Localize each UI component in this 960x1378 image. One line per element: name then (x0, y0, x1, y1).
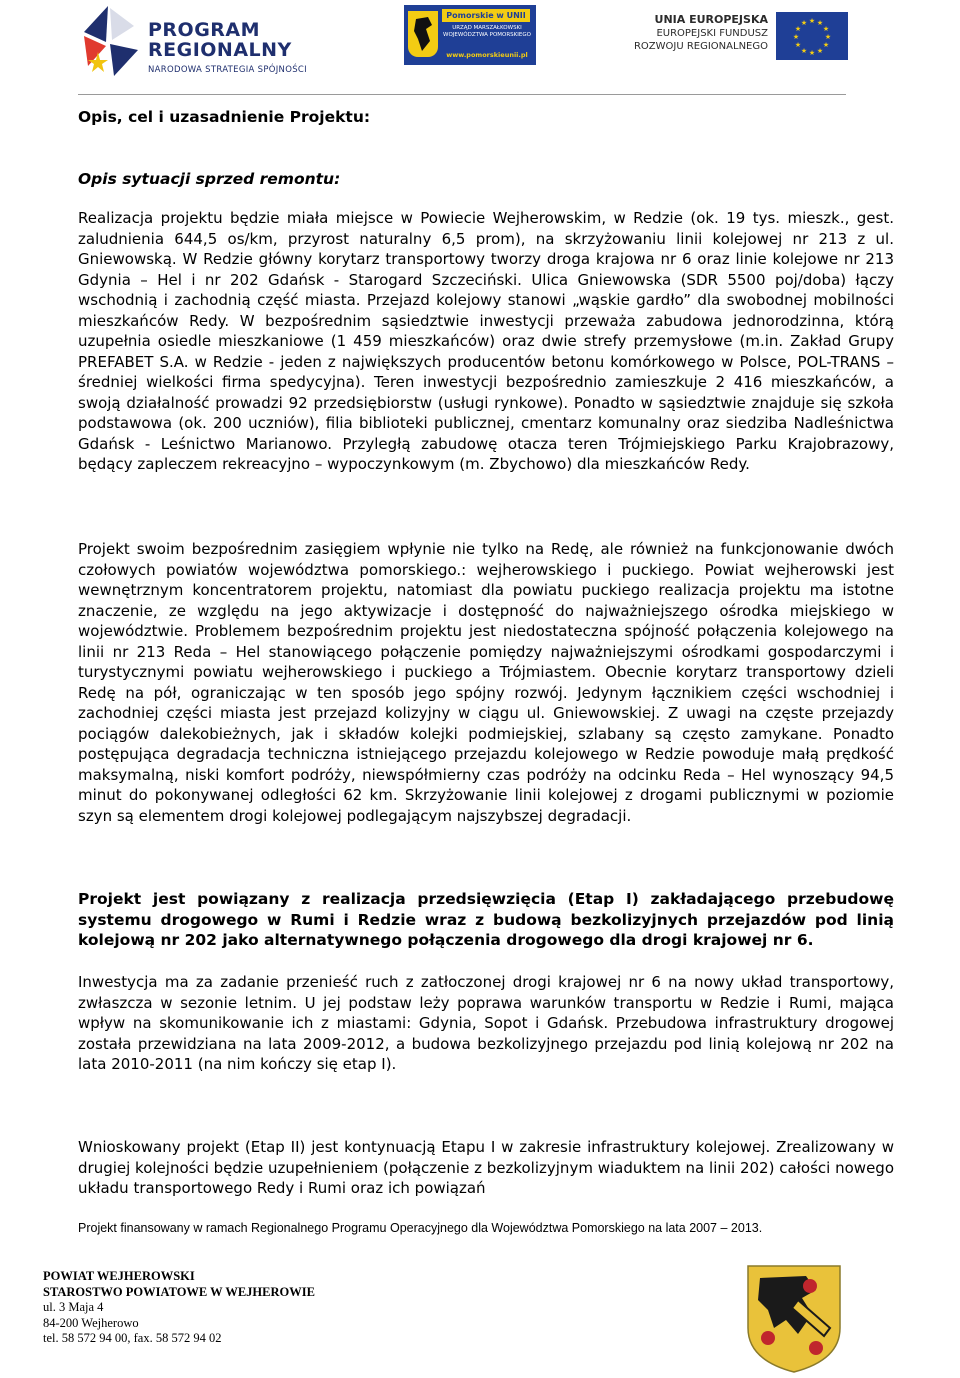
eu-fund-logo (628, 12, 850, 72)
svg-text:★: ★ (800, 19, 808, 27)
program-regionalny-emblem-icon (78, 2, 142, 78)
pomorskie-url: www.pomorskieunii.pl (446, 51, 528, 59)
paragraph-related-project: Projekt jest powiązany z realizacja przedsięwzięcia (Etap I) zakładającego przebudowę systemu drogowego w Rumi i Redzie wraz z budową bezkolizyjnych przejazdów pod linią kolejową nr 202 jako alternatywnego połączenia drogowego dla drogi krajowej nr 6. (78, 890, 894, 949)
paragraph-location: Realizacja projektu będzie miała miejsce w Powiecie Wejherowskim, w Redzie (ok. 19 tys. mieszk., gest. zaludnienia 644,5 os/km, przyrost naturalny 6,5 prom), na skrzyżowaniu linii kolejowej nr 213 z ul. Gniewowską. W Redzie główny korytarz transportowy tworzy droga krajowa nr 6 oraz linie kolejowe nr 213 Gdynia – Hel i nr 202 Gdańsk - Starogard Szczeciński. Ulica Gniewowska (SDR 5500 poj/doba) łączy wschodnią i zachodnią część miasta. Przejazd kolejowy stanowi „wąskie gardło” dla swobodnej mobilności mieszkańców Redy. W bezpośrednim sąsiedztwie inwestycji przeważa zabudowa jednorodzinna, którą uzupełnia osiedle mieszkaniowe (1 459 mieszkańców) oraz dwie strefy przemysłowe (m.in. Zakład Grupy PREFABET S.A. w Redzie - jeden z największych producentów betonu komórkowego w Polsce, POL-TRANS – średniej wielkości firma spedycyjna). Teren inwestycji bezpośrednio zamieszkuje 2 416 mieszkańców, a swoją działalność prowadzi 92 przedsiębiorstw (usługi rynkowe). Ponadto w sąsiedztwie znajduje się szkoła podstawowa (ok. 200 uczniów), filia biblioteki publicznej, cmentarz komunalny oraz siedziba Nadleśnictwa Gdańsk - Leśnictwo Marianowo. Przyległą zabudowę otacza teren Trójmiejskiego Parku Krajobrazowy, będący zapleczem rekreacyjno – wypoczynkowym (m. Zbychowo) dla mieszkańców Redy. (78, 209, 894, 473)
svg-text:★: ★ (816, 47, 824, 55)
svg-text:★: ★ (794, 25, 802, 33)
office-address (43, 1269, 315, 1347)
program-logo-line1: PROGRAM (148, 19, 261, 41)
address-street: ul. 3 Maja 4 (43, 1300, 104, 1315)
paragraph-investment: Inwestycja ma za zadanie przenieść ruch z zatłoczonej drogi krajowej nr 6 na nowy układ transportowy, zwłaszcza w sezonie letnim. U jej podstaw leży poprawa warunków transportu w Redzie i Rumi, mająca wpływ na skomunikowanie ich z miastami: Gdynia, Sopot i Gdańsk. Przebudowa infrastruktury drogowej została przewidziana na lata 2009-2012, a budowa bezkolizyjnego przejazdu pod linią kolejową nr 202 na lata 2010-2011 (na nim kończy się etap I). (78, 973, 894, 1073)
paragraph-impact: Projekt swoim bezpośrednim zasięgiem wpłynie nie tylko na Redę, ale również na funkcjonowanie dwóch czołowych powiatów województwa pomorskiego.: wejherowskiego i puckiego. Powiat wejherowski jest wewnętrznym koncentratorem projektu, natomiast dla powiatu puckiego realizacja projektu ma istotne znaczenie, ze względu na jego aktywizacje i dostępność do najważniejszego ośrodka miejskiego w województwie. Problemem bezpośrednim projektu jest niedostateczna spójność połączenia kolejowego na linii nr 213 Reda – Hel stanowiącego połączenie pomiędzy najważniejszymi ośrodkami gospodarczymi i turystycznymi powiatu wejherowskiego i puckiego a Trójmiastem. Obecnie korytarz transportowy dzieli Redę na pół, ograniczając w ten sposób jego spójny rozwój. Jedynym łącznikiem części wschodniej i zachodniej części miasta jest przejazd kolizyjny w ciągu ul. Gniewowskiej. Z uwagi na częste przejazdy pociągów dalekobieżnych, jak i składów kolejki podmiejskiej, szlabany są często zamykane. Ponadto postępująca degradacja techniczna istniejącego przejazdu kolejowego w Redzie powoduje małą prędkość maksymalną, niski komfort podróży, niewspółmierny czas podróży na odcinku Reda – Hel wynoszący 94,5 minut do pokonywanej odległości 62 km. Skrzyżowanie linii kolejowej z drogami publicznymi w poziomie szyn są elementem drogi kolejowej podlegającym najszybszej degradacji. (78, 540, 894, 825)
wejherowo-county-crest-icon (746, 1264, 842, 1374)
svg-text:★: ★ (824, 33, 832, 41)
eu-logo-line1: UNIA EUROPEJSKA (654, 13, 768, 26)
svg-text:★: ★ (816, 19, 824, 27)
pomorskie-office-name: URZĄD MARSZAŁKOWSKI WOJEWÓDZTWA POMORSKIEGO (443, 25, 531, 38)
address-city: 84-200 Wejherowo (43, 1315, 139, 1330)
address-county: POWIAT WEJHEROWSKI (43, 1269, 195, 1283)
main-heading: Opis, cel i uzasadnienie Projektu: (78, 108, 371, 126)
page-header (78, 0, 848, 92)
pomorskie-w-unii-logo (404, 5, 536, 65)
paragraph-stage-two: Wnioskowany projekt (Etap II) jest kontynuacją Etapu I w zakresie infrastruktury kolejowej. Zrealizowany w drugiej kolejności będzie uzupełnieniem (połączenie z bezkolizyjnym wiaduktem na linii 202) całości nowego układu transportowego Redy i Rumi oraz ich powiązań (78, 1138, 894, 1197)
pomorskie-griffin-shield-icon (408, 11, 438, 57)
address-phone: tel. 58 572 94 00, fax. 58 572 94 02 (43, 1331, 222, 1346)
svg-text:★: ★ (822, 41, 830, 49)
svg-text:★: ★ (792, 33, 800, 41)
eu-logo-line3: ROZWOJU REGIONALNEGO (633, 41, 768, 52)
svg-text:★: ★ (800, 47, 808, 55)
pomorskie-badge: Pomorskie w UNII (442, 9, 530, 22)
svg-text:★: ★ (808, 49, 816, 57)
address-office: STAROSTWO POWIATOWE W WEJHEROWIE (43, 1284, 315, 1299)
sub-heading: Opis sytuacji sprzed remontu: (78, 170, 341, 188)
svg-text:★: ★ (822, 25, 830, 33)
header-divider (78, 94, 846, 95)
svg-text:★: ★ (808, 17, 816, 25)
eu-logo-line2: EUROPEJSKI FUNDUSZ (656, 28, 768, 39)
funding-note: Projekt finansowany w ramach Regionalnego Programu Operacyjnego dla Województwa Pomorskiego na lata 2007 – 2013. (78, 1221, 763, 1235)
program-logo-line2: REGIONALNY (148, 39, 292, 61)
program-logo-line3: NARODOWA STRATEGIA SPÓJNOŚCI (148, 65, 307, 75)
eu-flag-icon (776, 12, 848, 60)
program-regionalny-logo (78, 2, 328, 80)
svg-text:★: ★ (794, 41, 802, 49)
